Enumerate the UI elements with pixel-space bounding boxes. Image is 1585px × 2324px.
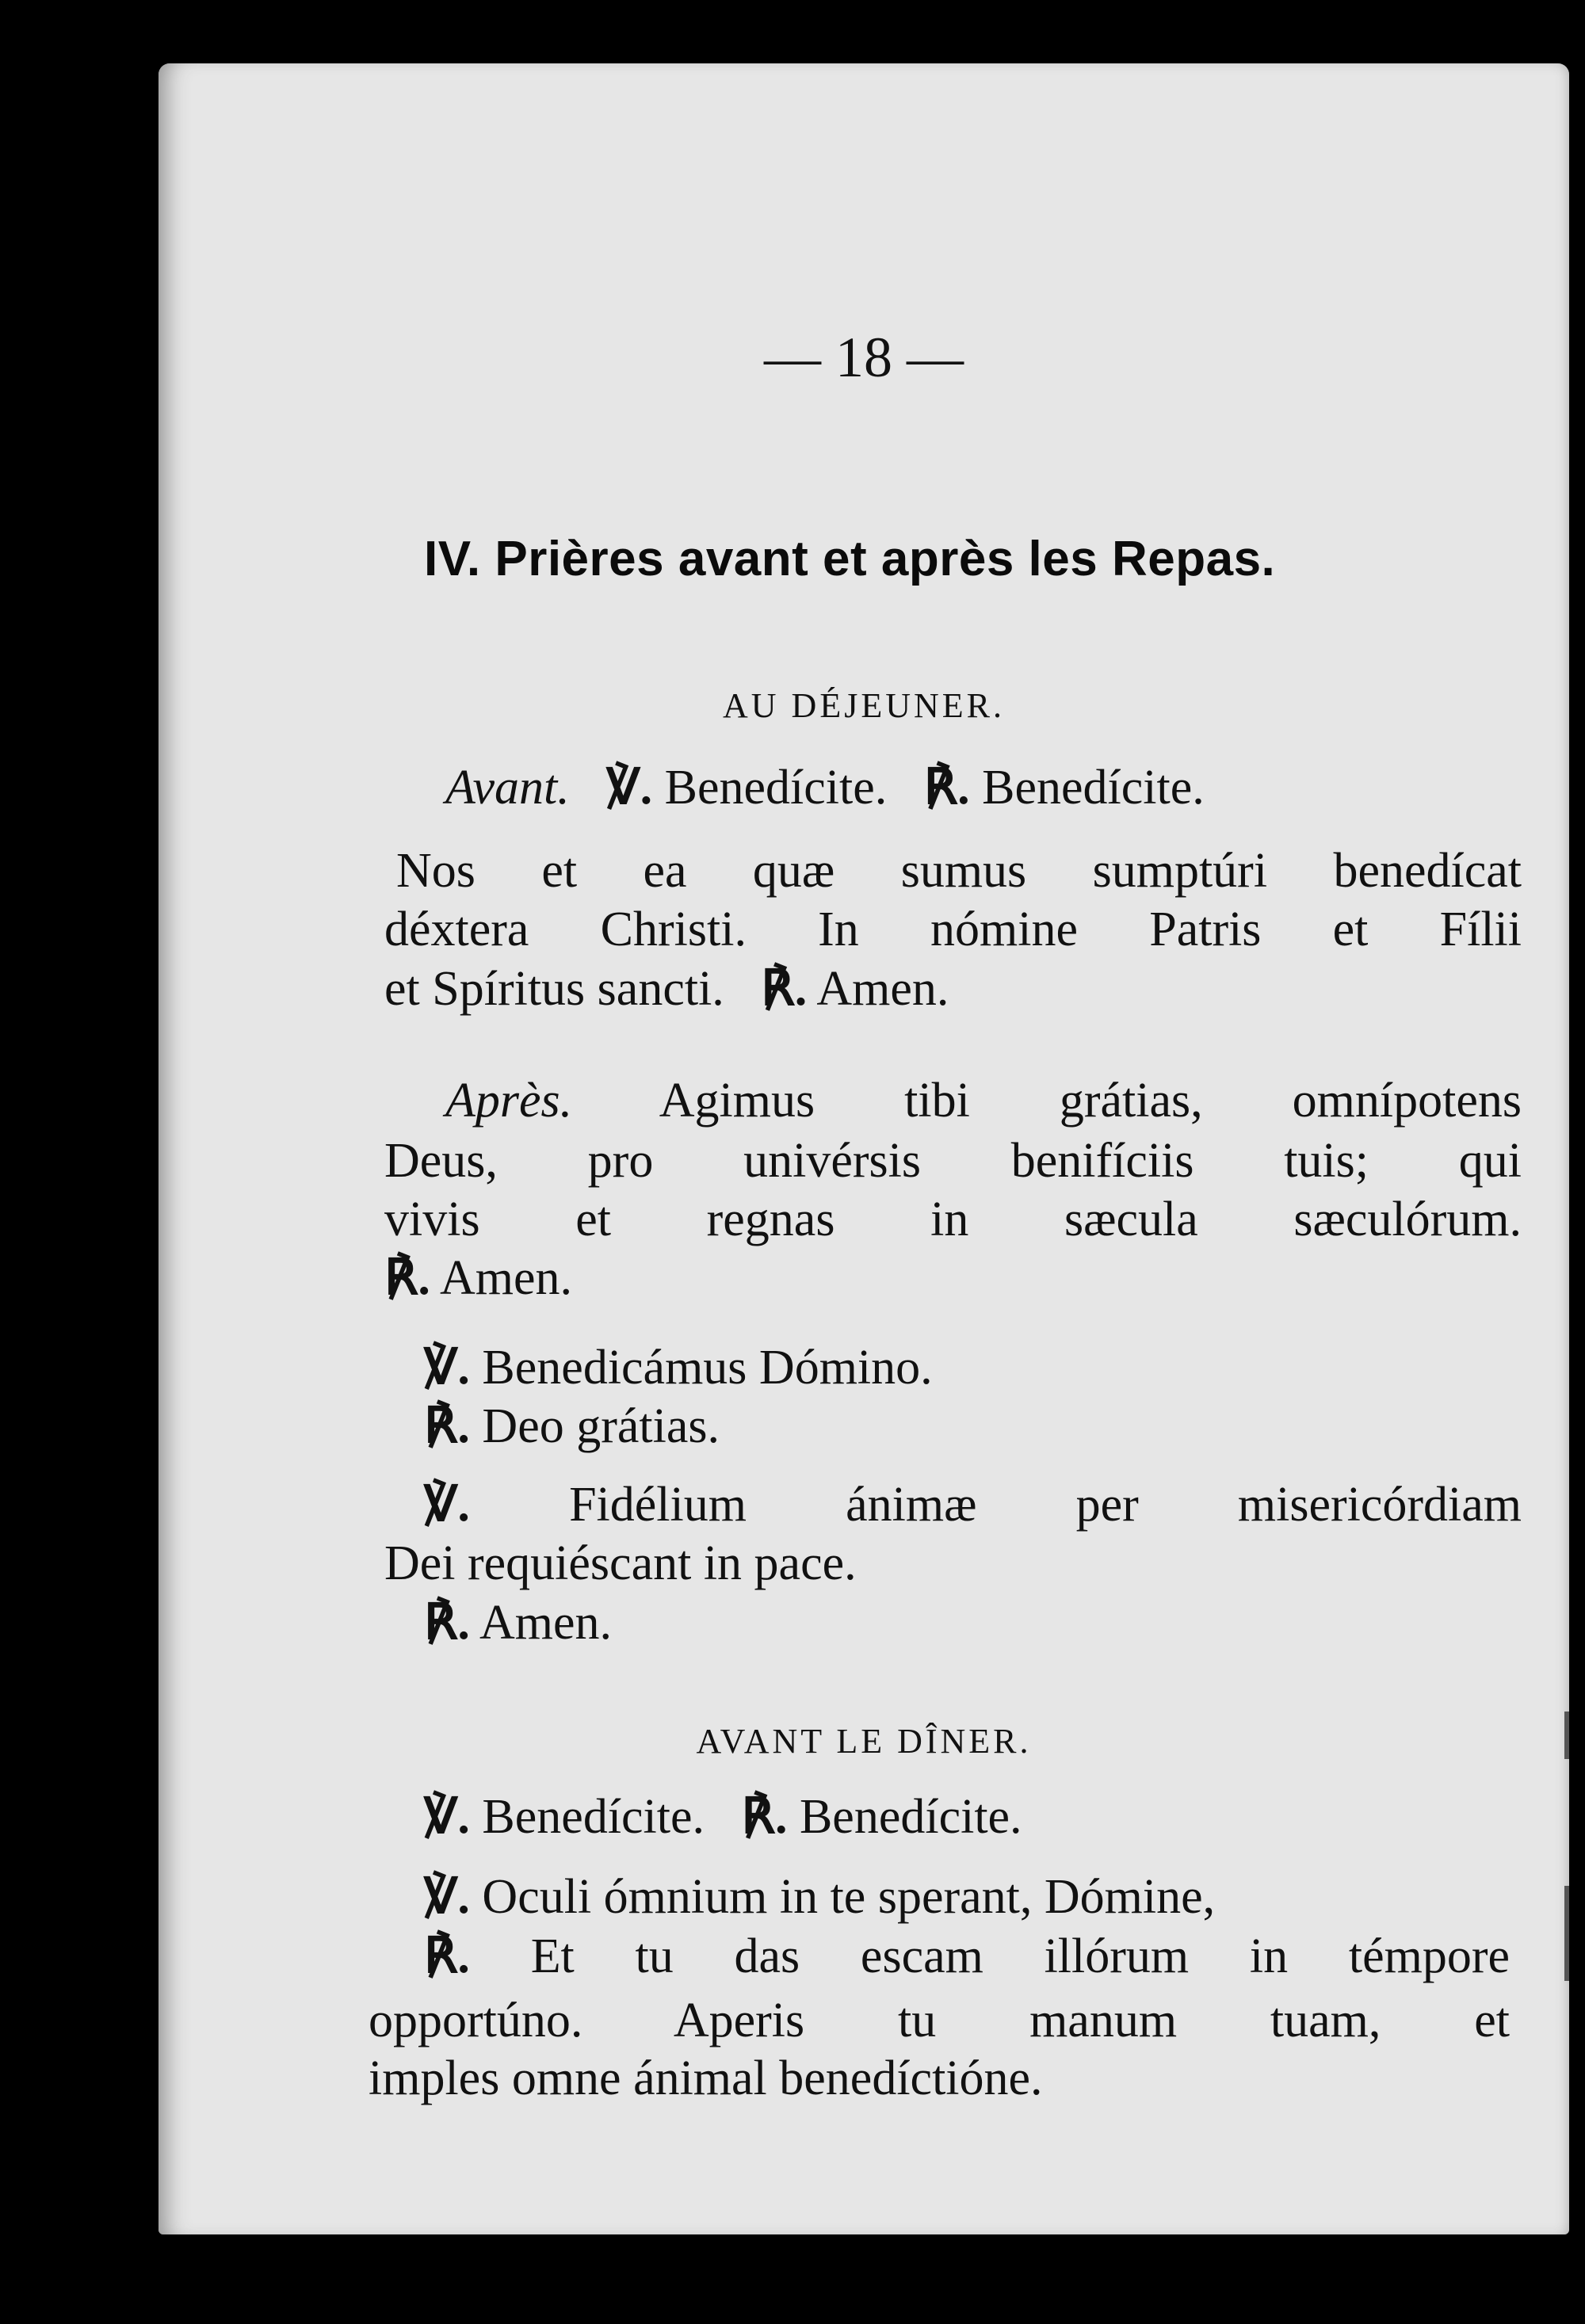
versicle-symbol: ℣. — [424, 1478, 470, 1532]
fidelium-line-1 — [424, 1478, 1522, 1532]
et-tu-line — [424, 1929, 1511, 1983]
versicle-symbol: ℣. — [424, 1790, 470, 1844]
avant-line — [445, 761, 1205, 815]
section-title: IV. Prières avant et après les Repas. — [424, 532, 1276, 586]
avant-response: Benedícite. — [982, 761, 1205, 815]
diner-benedicite-line — [424, 1790, 1022, 1844]
subheading-dejeuner: AU DÉJEUNER. — [723, 686, 1005, 725]
diner-response: Benedícite. — [799, 1790, 1022, 1844]
prayer-line-3-text: et Spíritus sancti. — [384, 962, 724, 1016]
apres-line-3: vivis et regnas in sæcula sæculórum. — [384, 1193, 1522, 1246]
apres-label: Après. — [445, 1074, 573, 1128]
diner-line-3: opportúno. Aperis tu manum tuam, et — [369, 1994, 1510, 2047]
benedicamus-text: Benedicámus Dómino. — [482, 1341, 933, 1395]
final-amen-line — [424, 1596, 613, 1650]
fidelium-line-2: Dei requiéscant in pace. — [384, 1536, 857, 1590]
benedicamus-line — [424, 1341, 933, 1395]
edge-mark — [1564, 1712, 1569, 1759]
apres-amen: Amen. — [440, 1251, 573, 1305]
response-symbol: ℟. — [923, 761, 970, 815]
response-symbol: ℟. — [761, 962, 808, 1016]
oculi-text: Oculi ómnium in te sperant, Dómine, — [482, 1870, 1216, 1924]
et-tu-text: Et tu das escam illórum in témpore — [530, 1929, 1511, 1983]
prayer-line-1: Nos et ea quæ sumus sumptúri benedícat — [396, 844, 1522, 898]
page-number: — 18 — — [764, 326, 964, 389]
versicle-symbol: ℣. — [424, 1341, 470, 1395]
apres-line-1 — [445, 1074, 1522, 1128]
apres-line-2: Deus, pro univérsis benifíciis tuis; qui — [384, 1134, 1522, 1188]
final-amen: Amen. — [479, 1596, 613, 1650]
subheading-diner: AVANT LE DÎNER. — [696, 1722, 1032, 1761]
response-symbol: ℟. — [424, 1596, 470, 1650]
response-symbol: ℟. — [384, 1251, 430, 1305]
prayer-amen: Amen. — [816, 962, 949, 1016]
prayer-line-2: déxtera Christi. In nómine Patris et Fílii — [384, 903, 1522, 956]
response-symbol: ℟. — [741, 1790, 788, 1844]
fidelium-line-1-text: Fidélium ánimæ per misericórdiam — [569, 1478, 1522, 1532]
deo-gratias-line — [424, 1399, 720, 1453]
apres-line-1-text: Agimus tibi grátias, omnípotens — [659, 1074, 1522, 1128]
apres-amen-line — [384, 1251, 573, 1305]
diner-versicle: Benedícite. — [482, 1790, 705, 1844]
avant-label: Avant. — [445, 761, 570, 815]
deo-gratias-text: Deo grátias. — [482, 1399, 720, 1453]
versicle-symbol: ℣. — [606, 761, 653, 815]
response-symbol: ℟. — [424, 1929, 470, 1983]
versicle-symbol: ℣. — [424, 1870, 470, 1924]
oculi-line — [424, 1870, 1216, 1924]
prayer-line-3 — [384, 962, 949, 1016]
response-symbol: ℟. — [424, 1399, 470, 1453]
book-page — [158, 63, 1569, 2234]
diner-line-4: imples omne ánimal benedíctióne. — [369, 2051, 1043, 2105]
avant-versicle: Benedícite. — [664, 761, 888, 815]
edge-mark — [1564, 1886, 1569, 1981]
